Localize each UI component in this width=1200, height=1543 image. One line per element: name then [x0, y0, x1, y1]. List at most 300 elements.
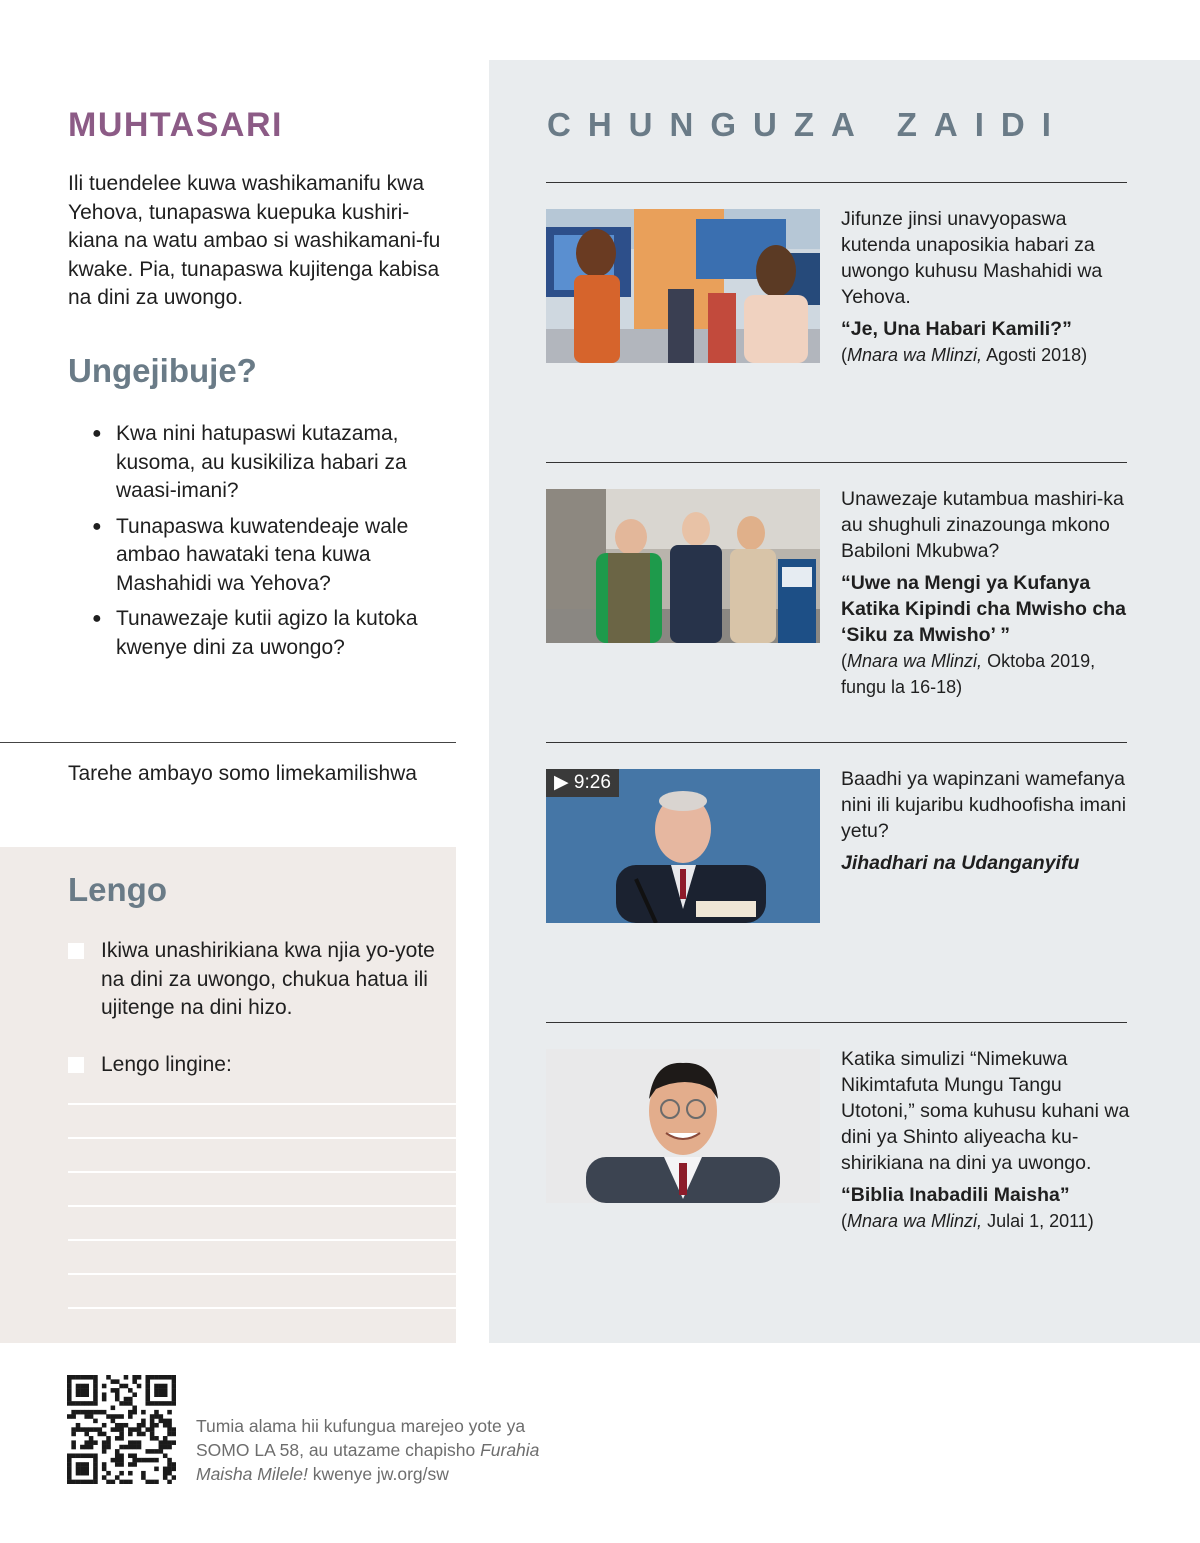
- qr-module: [159, 1414, 164, 1419]
- qr-module: [150, 1480, 155, 1484]
- questions-title: Ungejibuje?: [68, 352, 257, 389]
- qr-module: [141, 1475, 146, 1480]
- qr-module: [159, 1419, 164, 1424]
- explore-panel: [489, 60, 1200, 1343]
- qr-module: [115, 1453, 120, 1458]
- qr-module: [84, 1414, 89, 1419]
- qr-module: [93, 1462, 98, 1467]
- qr-module: [102, 1432, 107, 1437]
- qr-module: [102, 1392, 107, 1397]
- qr-module: [80, 1375, 85, 1380]
- qr-module: [119, 1471, 124, 1476]
- qr-module: [128, 1453, 133, 1458]
- qr-module: [145, 1375, 150, 1380]
- qr-module: [84, 1427, 89, 1432]
- speaker-at-podium-video-image[interactable]: [546, 769, 820, 923]
- qr-module: [141, 1458, 146, 1463]
- qr-module: [111, 1419, 116, 1424]
- qr-module: [119, 1458, 124, 1463]
- qr-module: [124, 1480, 129, 1484]
- smiling-man-portrait-image[interactable]: [546, 1049, 820, 1203]
- qr-module: [154, 1423, 159, 1428]
- qr-module: [124, 1375, 129, 1380]
- qr-module: [159, 1445, 164, 1450]
- qr-module: [150, 1375, 155, 1380]
- writing-line[interactable]: [68, 1137, 456, 1139]
- entry-text: Katika simulizi “Nimekuwa Nikimtafuta Mungu Tangu Utotoni,” soma kuhusu kuhani wa dini ya Shinto aliyeacha ku-shirikiana na dini ya uwongo. “Biblia Inabadili Maisha” (Mnara wa Mlinzi, Julai 1, 2011): [841, 1046, 1131, 1234]
- qr-module: [89, 1453, 94, 1458]
- qr-module: [93, 1458, 98, 1463]
- qr-module: [76, 1375, 81, 1380]
- writing-line[interactable]: [68, 1103, 456, 1105]
- qr-module: [71, 1440, 76, 1445]
- qr-module: [89, 1375, 94, 1380]
- qr-module: [102, 1397, 107, 1402]
- qr-module: [93, 1419, 98, 1424]
- qr-module: [163, 1471, 168, 1476]
- qr-module: [119, 1423, 124, 1428]
- qr-module: [167, 1427, 172, 1432]
- qr-module: [150, 1401, 155, 1406]
- qr-module: [119, 1432, 124, 1437]
- entry-text: Unawezaje kutambua mashiri-ka au shughuli zinazounga mkono Babiloni Mkubwa? “Uwe na Mengi ya Kufanya Katika Kipindi cha Mwisho cha ‘Siku za Mwisho’ ” (Mnara wa Mlinzi, Oktoba 2019, fungu la 16-18): [841, 486, 1131, 700]
- qr-module: [119, 1436, 124, 1441]
- qr-module: [76, 1392, 81, 1397]
- qr-module: [115, 1397, 120, 1402]
- qr-module: [115, 1462, 120, 1467]
- qr-module: [67, 1397, 72, 1402]
- qr-module: [102, 1445, 107, 1450]
- qr-module: [84, 1462, 89, 1467]
- qr-module: [163, 1375, 168, 1380]
- qr-module: [167, 1458, 172, 1463]
- qr-module: [71, 1401, 76, 1406]
- thumbnail-illustration: [546, 209, 820, 363]
- qr-module: [159, 1384, 164, 1389]
- qr-module: [67, 1453, 72, 1458]
- qr-module: [84, 1445, 89, 1450]
- goal-checkbox[interactable]: [68, 943, 84, 959]
- qr-module: [167, 1419, 172, 1424]
- qr-module: [93, 1480, 98, 1484]
- qr-module: [141, 1419, 146, 1424]
- qr-module: [71, 1432, 76, 1437]
- qr-module: [84, 1480, 89, 1484]
- qr-module: [98, 1427, 103, 1432]
- qr-module: [84, 1392, 89, 1397]
- qr-module: [119, 1427, 124, 1432]
- qr-module: [67, 1467, 72, 1472]
- qr-module: [145, 1427, 150, 1432]
- qr-module: [137, 1432, 142, 1437]
- qr-module: [163, 1384, 168, 1389]
- qr-module: [159, 1449, 164, 1454]
- qr-module: [93, 1467, 98, 1472]
- qr-module: [76, 1384, 81, 1389]
- qr-module: [150, 1436, 155, 1441]
- play-icon: ▶: [554, 772, 569, 793]
- questions-list: [92, 420, 452, 669]
- writing-line[interactable]: [68, 1239, 456, 1241]
- qr-module: [159, 1375, 164, 1380]
- qr-module: [80, 1445, 85, 1450]
- thumbnail-illustration: [546, 489, 820, 643]
- bullet-icon: ●: [92, 517, 102, 535]
- qr-module: [167, 1423, 172, 1428]
- qr-module: [159, 1440, 164, 1445]
- thumbnail-illustration: [546, 1049, 820, 1203]
- people-reading-news-phones-image[interactable]: [546, 209, 820, 363]
- qr-module: [172, 1440, 176, 1445]
- goal-item: Ikiwa unashirikiana kwa njia yo-yote na dini za uwongo, chukua hatua ili ujitenge na dini hizo.: [68, 937, 438, 1023]
- qr-module: [84, 1375, 89, 1380]
- qr-module: [119, 1414, 124, 1419]
- entry-divider: [546, 742, 1127, 743]
- qr-module: [124, 1423, 129, 1428]
- qr-module: [172, 1388, 176, 1393]
- qr-module: [163, 1392, 168, 1397]
- qr-module: [145, 1397, 150, 1402]
- qr-module: [119, 1480, 124, 1484]
- qr-module: [106, 1375, 111, 1380]
- qr-module: [89, 1414, 94, 1419]
- qr-module: [167, 1375, 172, 1380]
- qr-module: [137, 1458, 142, 1463]
- qr-module: [102, 1384, 107, 1389]
- qr-module: [80, 1401, 85, 1406]
- qr-module: [128, 1388, 133, 1393]
- qr-module: [167, 1432, 172, 1437]
- qr-module: [76, 1410, 81, 1415]
- qr-module: [102, 1449, 107, 1454]
- qr-module: [119, 1453, 124, 1458]
- entry-divider: [546, 462, 1127, 463]
- qr-module: [71, 1480, 76, 1484]
- qr-module: [150, 1458, 155, 1463]
- qr-module: [89, 1436, 94, 1441]
- qr-module: [154, 1436, 159, 1441]
- qr-module: [89, 1427, 94, 1432]
- qr-module: [93, 1388, 98, 1393]
- qr-module: [111, 1414, 116, 1419]
- qr-module: [163, 1388, 168, 1393]
- qr-module: [89, 1401, 94, 1406]
- qr-module: [128, 1401, 133, 1406]
- writing-line[interactable]: [68, 1171, 456, 1173]
- qr-module: [106, 1414, 111, 1419]
- qr-module: [150, 1432, 155, 1437]
- qr-module: [67, 1379, 72, 1384]
- qr-module: [111, 1480, 116, 1484]
- qr-module: [150, 1449, 155, 1454]
- qr-module: [128, 1462, 133, 1467]
- qr-module: [67, 1471, 72, 1476]
- qr-module: [67, 1392, 72, 1397]
- qr-module: [132, 1379, 137, 1384]
- qr-module: [80, 1427, 85, 1432]
- entry-text: Baadhi ya wapinzani wamefanya nini ili kujaribu kudhoofisha imani yetu? Jihadhari na Udanganyifu: [841, 766, 1131, 876]
- qr-module: [76, 1462, 81, 1467]
- qr-module: [102, 1440, 107, 1445]
- qr-module: [80, 1471, 85, 1476]
- qr-module: [89, 1440, 94, 1445]
- qr-module: [163, 1475, 168, 1480]
- qr-module: [93, 1427, 98, 1432]
- qr-module: [89, 1445, 94, 1450]
- public-witnessing-cart-image[interactable]: [546, 489, 820, 643]
- qr-module: [93, 1392, 98, 1397]
- qr-module: [150, 1419, 155, 1424]
- qr-module: [167, 1445, 172, 1450]
- qr-module: [106, 1440, 111, 1445]
- qr-module: [172, 1397, 176, 1402]
- footer-text: Tumia alama hii kufungua marejeo yote ya SOMO LA 58, au utazame chapisho Furahia Maisha Milele! kwenye jw.org/sw: [196, 1416, 540, 1484]
- qr-module: [84, 1467, 89, 1472]
- qr-module: [80, 1467, 85, 1472]
- entry-ref-title[interactable]: “Uwe na Mengi ya Kufanya Katika Kipindi cha Mwisho cha ‘Siku za Mwisho’ ”: [841, 572, 1126, 646]
- qr-module: [115, 1436, 120, 1441]
- qr-module: [98, 1410, 103, 1415]
- entry-divider: [546, 182, 1127, 183]
- qr-module: [84, 1384, 89, 1389]
- entry-divider: [546, 1022, 1127, 1023]
- qr-module: [145, 1379, 150, 1384]
- qr-module: [67, 1384, 72, 1389]
- qr-module: [154, 1401, 159, 1406]
- qr-module: [71, 1410, 76, 1415]
- qr-module: [71, 1445, 76, 1450]
- qr-module: [172, 1462, 176, 1467]
- qr-module: [167, 1467, 172, 1472]
- qr-module: [67, 1462, 72, 1467]
- qr-module: [84, 1440, 89, 1445]
- qr-module: [93, 1375, 98, 1380]
- qr-module: [115, 1388, 120, 1393]
- qr-module: [111, 1458, 116, 1463]
- qr-module: [93, 1384, 98, 1389]
- qr-module: [76, 1427, 81, 1432]
- qr-module: [132, 1462, 137, 1467]
- qr-module: [132, 1440, 137, 1445]
- qr-module: [154, 1449, 159, 1454]
- qr-module: [76, 1388, 81, 1393]
- qr-module: [124, 1397, 129, 1402]
- qr-module: [128, 1471, 133, 1476]
- writing-line[interactable]: [68, 1307, 456, 1309]
- qr-module: [172, 1375, 176, 1380]
- qr-module: [132, 1458, 137, 1463]
- qr-module: [167, 1410, 172, 1415]
- qr-module: [137, 1375, 142, 1380]
- qr-module: [67, 1414, 72, 1419]
- qr-module: [115, 1392, 120, 1397]
- qr-module: [115, 1423, 120, 1428]
- qr-module: [154, 1392, 159, 1397]
- qr-module: [124, 1445, 129, 1450]
- qr-module: [163, 1453, 168, 1458]
- entry-ref-source: (Mnara wa Mlinzi, Agosti 2018): [841, 345, 1088, 365]
- qr-module: [137, 1384, 142, 1389]
- qr-module: [119, 1401, 124, 1406]
- qr-module: [93, 1440, 98, 1445]
- entry-ref-source: (Mnara wa Mlinzi, Julai 1, 2011): [841, 1211, 1094, 1231]
- qr-module: [106, 1471, 111, 1476]
- qr-module: [128, 1440, 133, 1445]
- qr-module: [141, 1423, 146, 1428]
- qr-module: [145, 1449, 150, 1454]
- qr-module: [115, 1427, 120, 1432]
- qr-module: [150, 1423, 155, 1428]
- qr-module: [106, 1445, 111, 1450]
- qr-module: [141, 1410, 146, 1415]
- qr-module: [84, 1401, 89, 1406]
- qr-module: [115, 1414, 120, 1419]
- qr-module: [167, 1462, 172, 1467]
- qr-module: [172, 1475, 176, 1480]
- qr-module: [154, 1467, 159, 1472]
- qr-module: [145, 1392, 150, 1397]
- qr-module: [154, 1388, 159, 1393]
- qr-module: [76, 1471, 81, 1476]
- qr-module: [89, 1410, 94, 1415]
- qr-module: [102, 1467, 107, 1472]
- qr-module: [128, 1410, 133, 1415]
- qr-module: [71, 1427, 76, 1432]
- qr-module: [128, 1397, 133, 1402]
- question-item: ● Tunapaswa kuwatendeaje wale ambao hawataki tena kuwa Mashahidi wa Yehova?: [92, 514, 409, 595]
- qr-module: [163, 1445, 168, 1450]
- entry-text: Jifunze jinsi unavyopaswa kutenda unaposikia habari za uwongo kuhusu Mashahidi wa Yehova. “Je, Una Habari Kamili?” (Mnara wa Mlinzi, Agosti 2018): [841, 206, 1131, 368]
- goal-title: Lengo: [68, 871, 167, 908]
- section-divider: [0, 742, 456, 743]
- goal-checkbox[interactable]: [68, 1057, 84, 1073]
- qr-module: [76, 1453, 81, 1458]
- qr-module: [84, 1388, 89, 1393]
- qr-module: [167, 1480, 172, 1484]
- qr-module: [132, 1427, 137, 1432]
- qr-module: [67, 1458, 72, 1463]
- qr-module: [115, 1475, 120, 1480]
- qr-module: [172, 1384, 176, 1389]
- qr-module: [89, 1480, 94, 1484]
- qr-module: [172, 1392, 176, 1397]
- qr-module: [111, 1427, 116, 1432]
- qr-module: [154, 1414, 159, 1419]
- qr-module: [80, 1453, 85, 1458]
- qr-module: [93, 1410, 98, 1415]
- qr-module: [159, 1401, 164, 1406]
- bullet-icon: ●: [92, 425, 102, 442]
- qr-module: [145, 1480, 150, 1484]
- qr-module: [167, 1471, 172, 1476]
- qr-module: [67, 1388, 72, 1393]
- qr-module: [119, 1445, 124, 1450]
- question-item: ● Kwa nini hatupaswi kutazama, kusoma, au kusikiliza habari za waasi-imani?: [92, 422, 407, 502]
- qr-module: [106, 1480, 111, 1484]
- qr-module: [98, 1432, 103, 1437]
- qr-module: [102, 1475, 107, 1480]
- qr-module: [172, 1467, 176, 1472]
- qr-module: [76, 1401, 81, 1406]
- qr-module: [115, 1458, 120, 1463]
- qr-module: [76, 1467, 81, 1472]
- qr-module: [132, 1392, 137, 1397]
- qr-module: [128, 1432, 133, 1437]
- qr-module: [71, 1453, 76, 1458]
- video-duration-badge: ▶ 9:26: [546, 769, 619, 797]
- qr-module: [128, 1414, 133, 1419]
- qr-module: [145, 1384, 150, 1389]
- qr-module: [80, 1410, 85, 1415]
- qr-module: [132, 1375, 137, 1380]
- qr-module: [159, 1392, 164, 1397]
- qr-module: [167, 1401, 172, 1406]
- qr-module: [154, 1375, 159, 1380]
- qr-module: [141, 1471, 146, 1476]
- qr-code-icon[interactable]: [67, 1375, 176, 1484]
- qr-module: [163, 1423, 168, 1428]
- qr-module: [102, 1410, 107, 1415]
- qr-module: [80, 1462, 85, 1467]
- qr-module: [67, 1475, 72, 1480]
- qr-module: [67, 1480, 72, 1484]
- qr-module: [154, 1384, 159, 1389]
- entry-ref-title[interactable]: “Biblia Inabadili Maisha”: [841, 1184, 1070, 1206]
- qr-module: [80, 1392, 85, 1397]
- qr-module: [102, 1462, 107, 1467]
- qr-module: [115, 1449, 120, 1454]
- qr-module: [115, 1379, 120, 1384]
- goal-panel: [0, 847, 456, 1343]
- qr-module: [172, 1427, 176, 1432]
- goal-item-other: Lengo lingine:: [68, 1051, 438, 1080]
- qr-module: [93, 1471, 98, 1476]
- qr-module: [111, 1388, 116, 1393]
- qr-module: [137, 1423, 142, 1428]
- qr-module: [154, 1410, 159, 1415]
- qr-module: [145, 1401, 150, 1406]
- qr-module: [137, 1427, 142, 1432]
- qr-module: [80, 1388, 85, 1393]
- question-item: ● Tunawezaje kutii agizo la kutoka kwenye dini za uwongo?: [92, 607, 418, 659]
- explore-title: CHUNGUZA ZAIDI: [547, 106, 1068, 143]
- entry-ref-title[interactable]: Jihadhari na Udanganyifu: [841, 852, 1080, 874]
- qr-module: [67, 1375, 72, 1380]
- qr-module: [150, 1427, 155, 1432]
- qr-module: [145, 1458, 150, 1463]
- qr-module: [124, 1401, 129, 1406]
- qr-module: [124, 1384, 129, 1389]
- entry-ref-title[interactable]: “Je, Una Habari Kamili?”: [841, 318, 1072, 340]
- qr-module: [119, 1462, 124, 1467]
- qr-module: [93, 1379, 98, 1384]
- qr-module: [93, 1453, 98, 1458]
- writing-line[interactable]: [68, 1205, 456, 1207]
- qr-module: [111, 1406, 116, 1411]
- writing-line[interactable]: [68, 1273, 456, 1275]
- qr-module: [154, 1458, 159, 1463]
- qr-module: [84, 1432, 89, 1437]
- qr-module: [119, 1384, 124, 1389]
- bullet-icon: ●: [92, 610, 102, 627]
- qr-module: [84, 1471, 89, 1476]
- qr-module: [84, 1410, 89, 1415]
- qr-module: [154, 1480, 159, 1484]
- qr-module: [167, 1440, 172, 1445]
- qr-module: [163, 1419, 168, 1424]
- entry-ref-source: (Mnara wa Mlinzi, Oktoba 2019, fungu la 16-18): [841, 651, 1096, 697]
- qr-module: [128, 1445, 133, 1450]
